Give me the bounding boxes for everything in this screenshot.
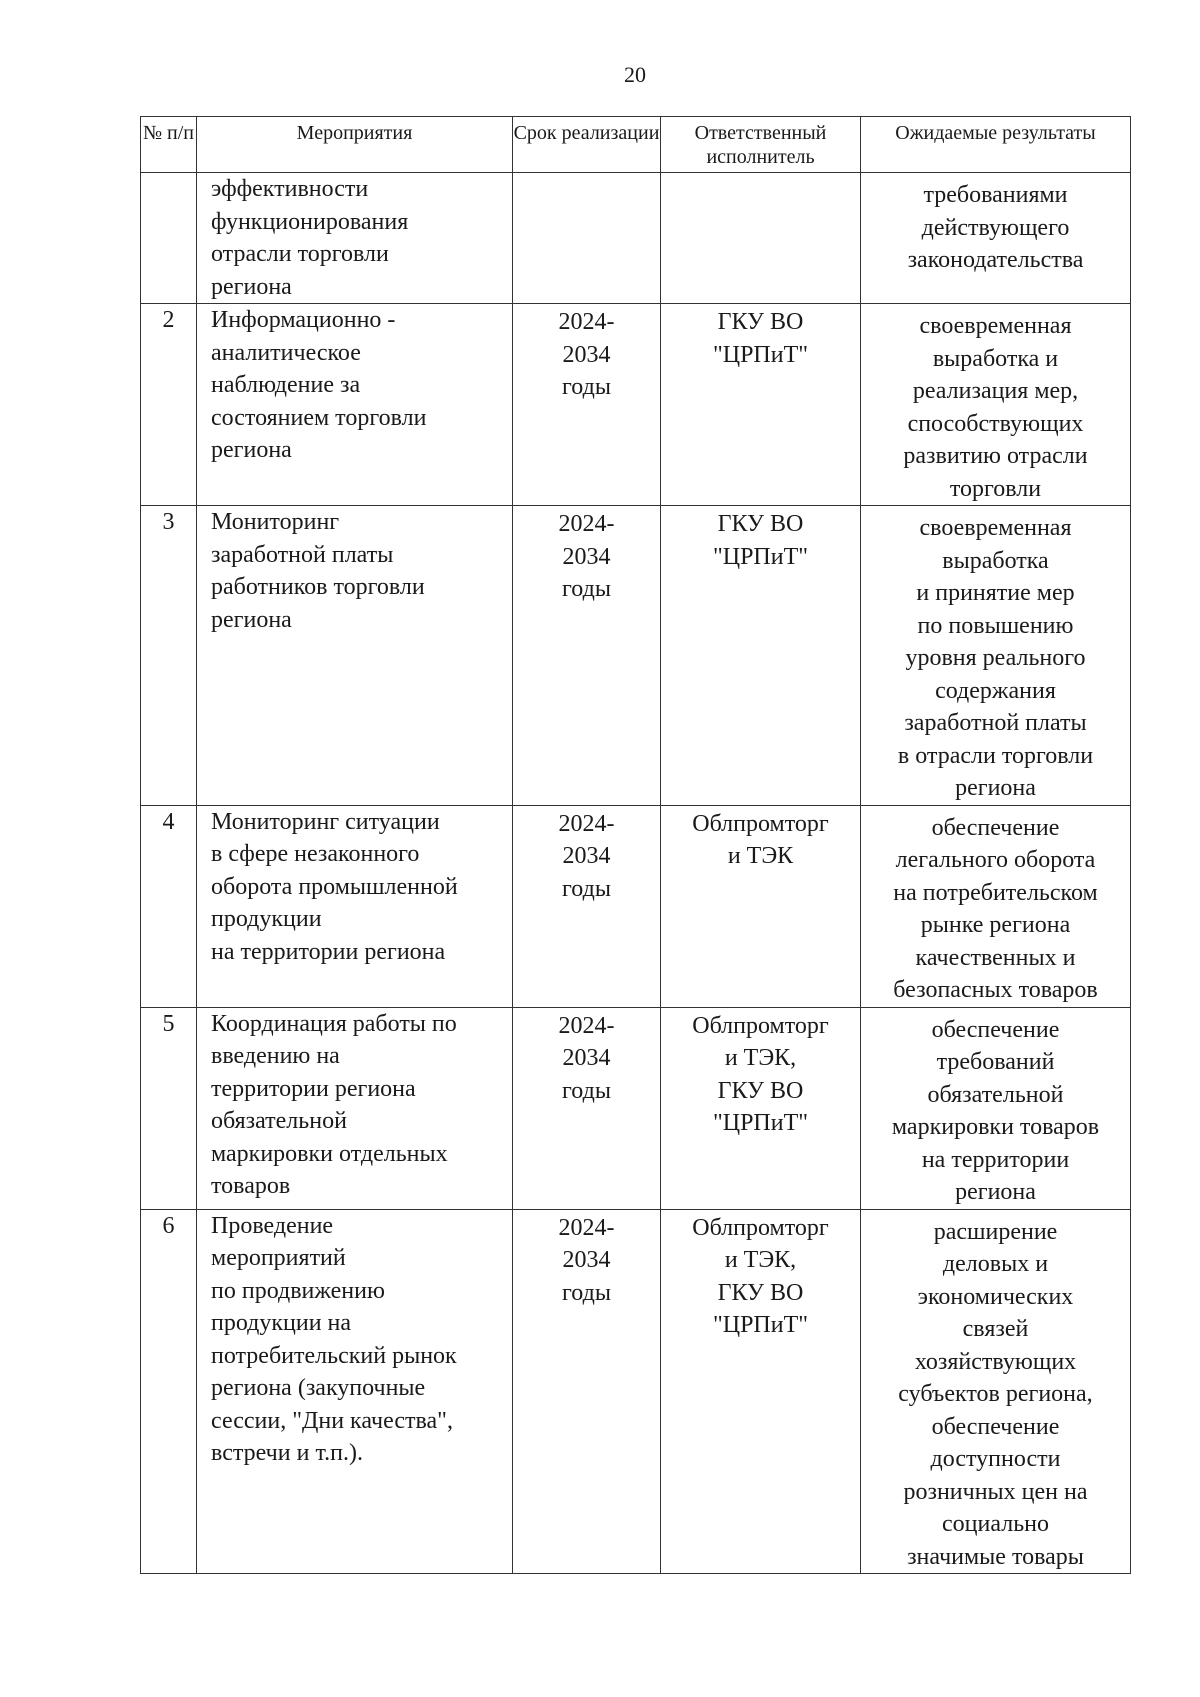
row-term: 2024- 2034 годы [513,1209,661,1574]
table-header-row [141,117,1131,173]
row-responsible: Облпромторг и ТЭК, ГКУ ВО "ЦРПиТ" [661,1007,861,1209]
row-term: 2024- 2034 годы [513,805,661,1007]
row-results: требованиями действующего законодательства [861,173,1131,304]
header-results: Ожидаемые результаты [861,117,1131,173]
row-results: обеспечение легального оборота на потребительском рынке региона качественных и безопасных товаров [861,805,1131,1007]
header-activity: Мероприятия [197,117,513,173]
row-results: обеспечение требований обязательной маркировки товаров на территории региона [861,1007,1131,1209]
row-results: своевременная выработка и реализация мер, способствующих развитию отрасли торговли [861,304,1131,506]
row-results: расширение деловых и экономических связей хозяйствующих субъектов региона, обеспечение доступности розничных цен на социально значимые товары [861,1209,1131,1574]
table-row [141,1007,1131,1209]
row-term [513,173,661,304]
row-term: 2024- 2034 годы [513,1007,661,1209]
row-activity: Проведение мероприятий по продвижению продукции на потребительский рынок региона (закупочные сессии, "Дни качества", встречи и т.п.). [197,1209,513,1574]
page-number: 20 [624,62,646,87]
table-row [141,805,1131,1007]
header-responsible: Ответственный исполнитель [661,117,861,173]
row-responsible [661,173,861,304]
row-activity: Мониторинг заработной платы работников торговли региона [197,506,513,806]
row-responsible: Облпромторг и ТЭК, ГКУ ВО "ЦРПиТ" [661,1209,861,1574]
row-term: 2024- 2034 годы [513,506,661,806]
row-results: своевременная выработка и принятие мер по повышению уровня реального содержания заработной платы в отрасли торговли региона [861,506,1131,806]
row-activity: эффективности функционирования отрасли торговли региона [197,173,513,304]
table-row [141,506,1131,806]
row-activity: Информационно - аналитическое наблюдение за состоянием торговли региона [197,304,513,506]
header-num: № п/п [141,117,197,173]
row-responsible: ГКУ ВО "ЦРПиТ" [661,506,861,806]
row-responsible: Облпромторг и ТЭК [661,805,861,1007]
row-num: 3 [141,506,197,806]
row-num: 5 [141,1007,197,1209]
row-activity: Мониторинг ситуации в сфере незаконного оборота промышленной продукции на территории региона [197,805,513,1007]
row-num [141,173,197,304]
row-num: 2 [141,304,197,506]
table-row [141,1209,1131,1574]
row-num: 4 [141,805,197,1007]
header-term: Срок реализации [513,117,661,173]
measures-table [140,116,1131,1574]
row-activity: Координация работы по введению на территории региона обязательной маркировки отдельных товаров [197,1007,513,1209]
row-num: 6 [141,1209,197,1574]
table-row [141,304,1131,506]
table-row [141,173,1131,304]
row-responsible: ГКУ ВО "ЦРПиТ" [661,304,861,506]
row-term: 2024- 2034 годы [513,304,661,506]
